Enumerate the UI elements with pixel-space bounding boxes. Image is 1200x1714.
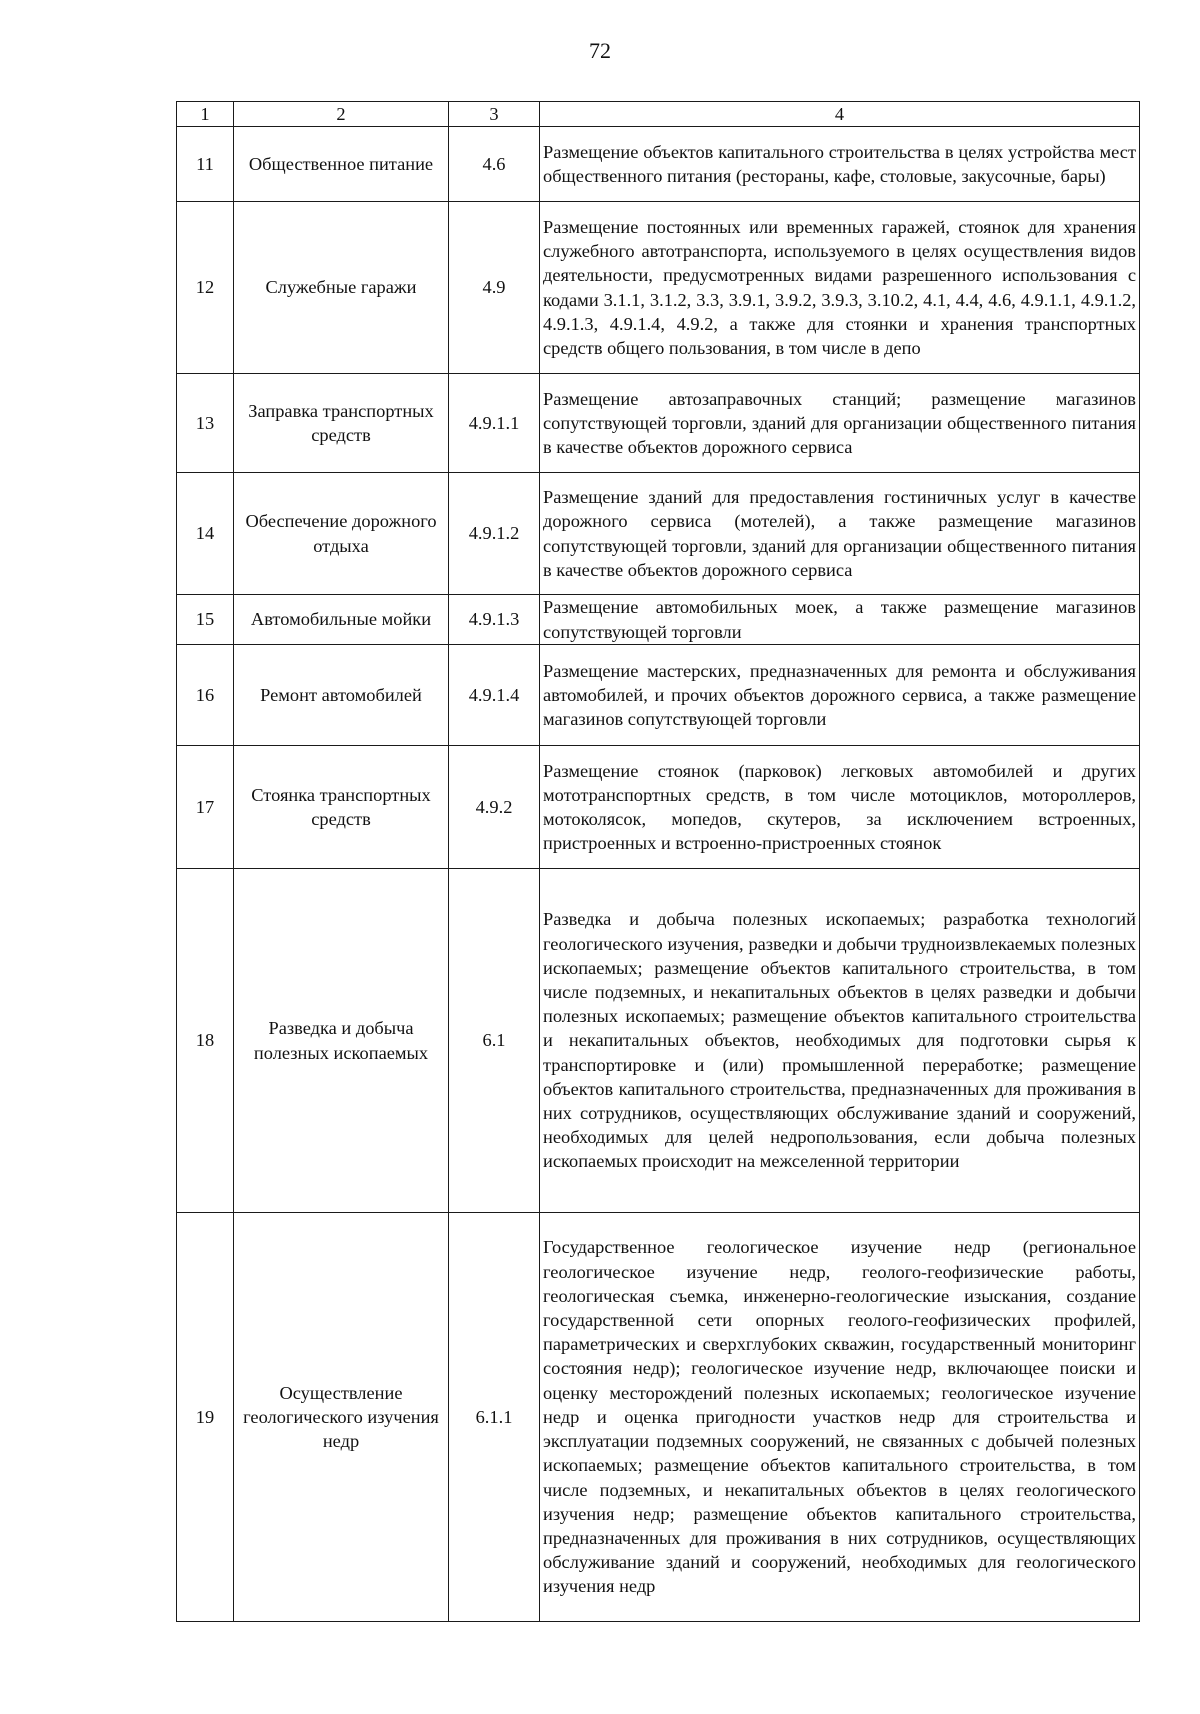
use-description: Разведка и добыча полезных ископаемых; разработка технологий геологического изучения, разведки и добычи трудноизвлекаемых полезных ископаемых; размещение объектов капитального строительства, в том числе подземных, и некапитальных объектов в целях разведки и добычи полезных ископаемых; размещение объектов капитального строительства и некапитальных объектов, необходимых для подготовки сырья к транспортировке и (или) промышленной переработке; размещение объектов капитального строительства, предназначенных для проживания в них сотрудников, осуществляющих обслуживание зданий и сооружений, необходимых для целей недропользования, если добыча полезных ископаемых происходит на межселенной территории — [540, 869, 1140, 1213]
use-description: Размещение мастерских, предназначенных для ремонта и обслуживания автомобилей, и прочих объектов дорожного сервиса, а также размещение магазинов сопутствующей торговли — [540, 645, 1140, 746]
use-description: Размещение объектов капитального строительства в целях устройства мест общественного питания (рестораны, кафе, столовые, закусочные, бары) — [540, 127, 1140, 202]
use-name: Служебные гаражи — [234, 202, 449, 374]
table-row — [177, 374, 1140, 473]
use-name: Разведка и добыча полезных ископаемых — [234, 869, 449, 1213]
row-number: 13 — [177, 374, 234, 473]
table-row — [177, 869, 1140, 1213]
use-description: Размещение зданий для предоставления гостиничных услуг в качестве дорожного сервиса (мотелей), а также размещение магазинов сопутствующей торговли, зданий для организации общественного питания в качестве объектов дорожного сервиса — [540, 473, 1140, 595]
use-name: Осуществление геологического изучения недр — [234, 1213, 449, 1622]
use-code: 4.9.2 — [449, 746, 540, 869]
land-use-table — [176, 101, 1140, 1622]
use-description: Размещение постоянных или временных гаражей, стоянок для хранения служебного автотранспорта, используемого в целях осуществления видов деятельности, предусмотренных видами разрешенного использования с кодами 3.1.1, 3.1.2, 3.3, 3.9.1, 3.9.2, 3.9.3, 3.10.2, 4.1, 4.4, 4.6, 4.9.1.1, 4.9.1.2, 4.9.1.3, 4.9.1.4, 4.9.2, а также для стоянки и хранения транспортных средств общего пользования, в том числе в депо — [540, 202, 1140, 374]
row-number: 17 — [177, 746, 234, 869]
page-number: 72 — [589, 38, 611, 63]
use-name: Обеспечение дорожного отдыха — [234, 473, 449, 595]
use-name: Автомобильные мойки — [234, 595, 449, 645]
use-code: 4.6 — [449, 127, 540, 202]
row-number: 12 — [177, 202, 234, 374]
use-code: 4.9 — [449, 202, 540, 374]
table-row — [177, 202, 1140, 374]
column-header-3: 3 — [449, 102, 540, 127]
use-description: Государственное геологическое изучение недр (региональное геологическое изучение недр, геолого-геофизические работы, геологическая съемка, инженерно-геологические изыскания, создание государственной сети опорных геолого-геофизических профилей, параметрических и сверхглубоких скважин, государственный мониторинг состояния недр); геологическое изучение недр, включающее поиски и оценку месторождений полезных ископаемых; геологическое изучение недр и оценка пригодности участков недр для строительства и эксплуатации подземных сооружений, не связанных с добычей полезных ископаемых; размещение объектов капитального строительства, в том числе подземных, и некапитальных объектов в целях геологического изучения недр; размещение объектов капитального строительства, предназначенных для проживания в них сотрудников, осуществляющих обслуживание зданий и сооружений, необходимых для геологического изучения недр — [540, 1213, 1140, 1622]
row-number: 19 — [177, 1213, 234, 1622]
use-description: Размещение автомобильных моек, а также размещение магазинов сопутствующей торговли — [540, 595, 1140, 645]
use-code: 4.9.1.4 — [449, 645, 540, 746]
column-header-4: 4 — [540, 102, 1140, 127]
header-row — [177, 102, 1140, 127]
use-code: 4.9.1.3 — [449, 595, 540, 645]
use-name: Ремонт автомобилей — [234, 645, 449, 746]
row-number: 18 — [177, 869, 234, 1213]
use-description: Размещение автозаправочных станций; размещение магазинов сопутствующей торговли, зданий для организации общественного питания в качестве объектов дорожного сервиса — [540, 374, 1140, 473]
table-row — [177, 127, 1140, 202]
use-code: 4.9.1.2 — [449, 473, 540, 595]
use-name: Стоянка транспортных средств — [234, 746, 449, 869]
table-row — [177, 595, 1140, 645]
row-number: 11 — [177, 127, 234, 202]
table-row — [177, 1213, 1140, 1622]
table-row — [177, 473, 1140, 595]
use-code: 4.9.1.1 — [449, 374, 540, 473]
row-number: 15 — [177, 595, 234, 645]
use-name: Заправка транспортных средств — [234, 374, 449, 473]
column-header-1: 1 — [177, 102, 234, 127]
column-header-2: 2 — [234, 102, 449, 127]
table-row — [177, 746, 1140, 869]
row-number: 16 — [177, 645, 234, 746]
use-code: 6.1 — [449, 869, 540, 1213]
use-name: Общественное питание — [234, 127, 449, 202]
table-row — [177, 645, 1140, 746]
use-code: 6.1.1 — [449, 1213, 540, 1622]
use-description: Размещение стоянок (парковок) легковых автомобилей и других мототранспортных средств, в том числе мотоциклов, мотороллеров, мотоколясок, мопедов, скутеров, за исключением встроенных, пристроенных и встроенно-пристроенных стоянок — [540, 746, 1140, 869]
row-number: 14 — [177, 473, 234, 595]
